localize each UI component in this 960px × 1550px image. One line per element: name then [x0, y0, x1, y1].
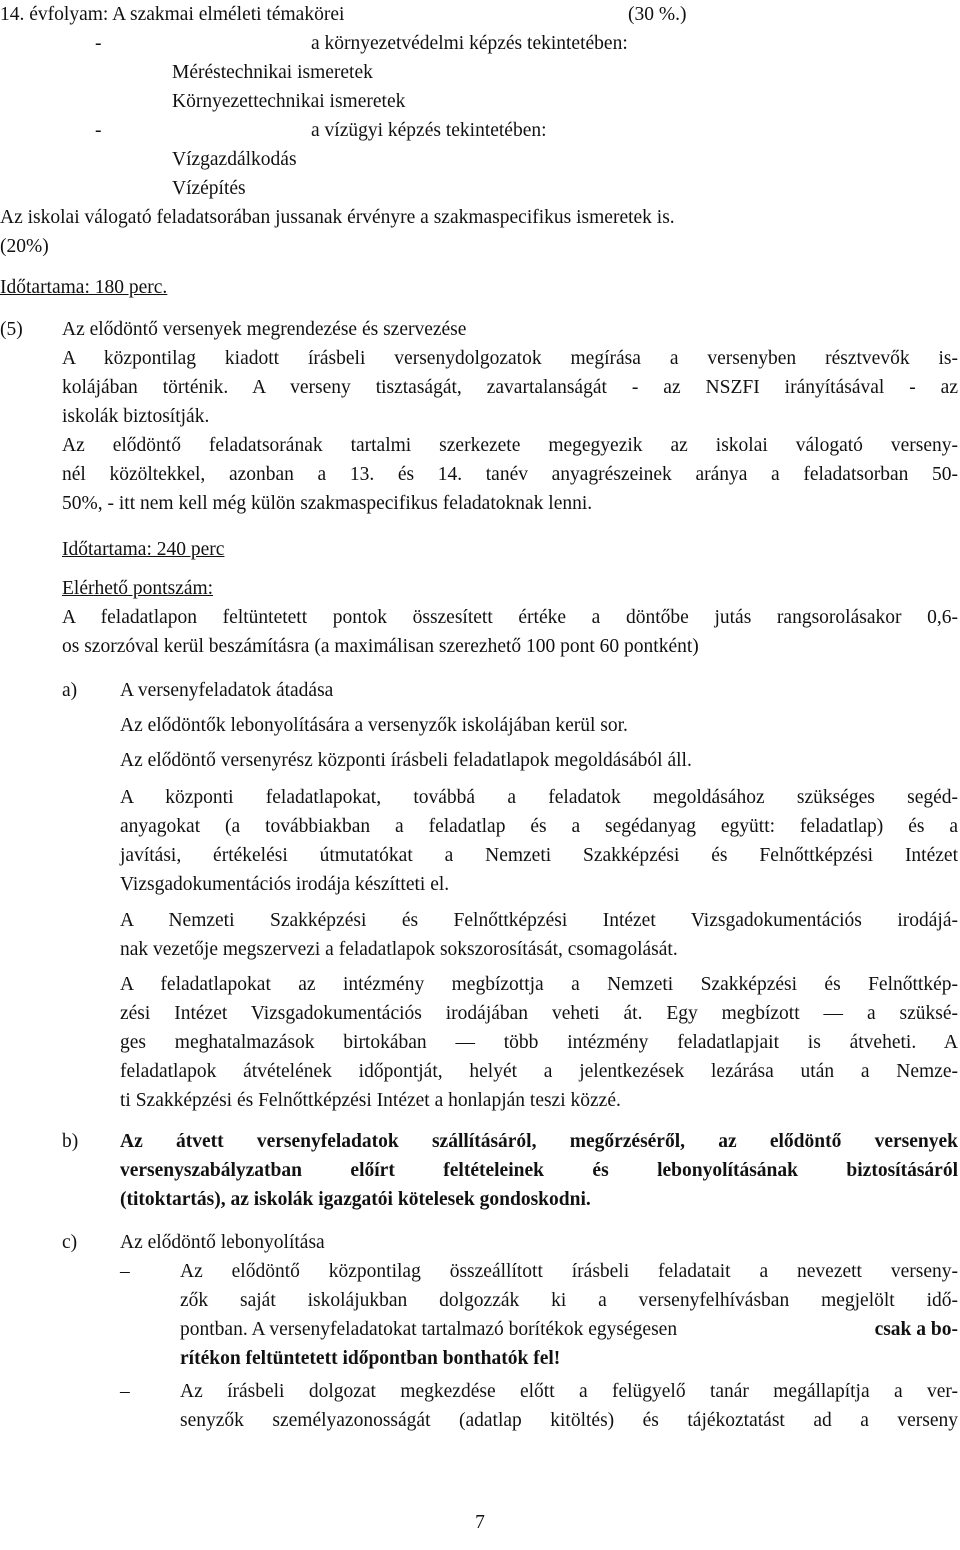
bold-line: versenyszabályzatban előírt feltételeinek és lebonyolításának biztosításáról	[120, 1160, 958, 1181]
paragraph-line: javítási, értékelési útmutatókat a Nemzeti Szakképzési és Felnőttképzési Intézet	[120, 845, 958, 866]
list-item: a környezetvédelmi képzés tekintetében:	[311, 33, 628, 54]
paragraph-line: A feladatlapon feltüntetett pontok összesített értéke a döntőbe jutás rangsorolásakor 0,6-	[62, 607, 958, 628]
paragraph-line: A központilag kiadott írásbeli versenydolgozatok megírása a versenyben résztvevők is-	[62, 348, 958, 369]
bullet-line: Az elődöntő központilag összeállított írásbeli feladatait a nevezett verseny-	[180, 1261, 958, 1282]
item-title: Az elődöntő lebonyolítása	[120, 1232, 325, 1253]
header-title: 14. évfolyam: A szakmai elméleti témakörei	[0, 4, 345, 25]
item-label: a)	[62, 680, 78, 701]
paragraph-line: feladatlapok átvételének időpontját, helyét a jelentkezések lezárása után a Nemze-	[120, 1061, 958, 1082]
paragraph-line: kolájában történik. A verseny tisztaságát, zavartalanságát - az NSZFI irányításával - az	[62, 377, 958, 398]
list-item: Környezettechnikai ismeretek	[172, 91, 406, 112]
page-number: 7	[475, 1512, 485, 1533]
list-item: Méréstechnikai ismeretek	[172, 62, 373, 83]
bullet-bold-line: rítékon feltüntetett időpontban bonthatók fel!	[180, 1348, 561, 1369]
bullet-text: pontban. A versenyfeladatokat tartalmazó borítékok egységesen	[180, 1319, 678, 1340]
list-dash: -	[95, 120, 102, 141]
paragraph-line: Vizsgadokumentációs irodája készítteti el.	[120, 874, 450, 895]
paragraph-line: zési Intézet Vizsgadokumentációs irodájában veheti át. Egy megbízott — a szüksé-	[120, 1003, 958, 1024]
list-item: Vízépítés	[172, 178, 246, 199]
section-title: Az elődöntő versenyek megrendezése és szervezése	[62, 319, 467, 340]
list-item: Vízgazdálkodás	[172, 149, 297, 170]
paragraph-line: nél közöltekkel, azonban a 13. és 14. tanév anyagrészeinek aránya a feladatsorban 50-	[62, 464, 958, 485]
bold-line: Az átvett versenyfeladatok szállításáról, megőrzéséről, az elődöntő versenyek	[120, 1131, 958, 1152]
section-number: (5)	[0, 319, 23, 340]
bullet-dash: –	[120, 1261, 130, 1282]
bold-line: (titoktartás), az iskolák igazgatói kötelesek gondoskodni.	[120, 1189, 591, 1210]
paragraph-line: Az elődöntők lebonyolítására a versenyzők iskolájában kerül sor.	[120, 715, 628, 736]
paragraph-line: ti Szakképzési és Felnőttképzési Intézet a honlapján teszi közzé.	[120, 1090, 621, 1111]
item-label: c)	[62, 1232, 78, 1253]
bullet-dash: –	[120, 1381, 130, 1402]
bullet-line: Az írásbeli dolgozat megkezdése előtt a felügyelő tanár megállapítja a ver-	[180, 1381, 958, 1402]
paragraph-line: nak vezetője megszervezi a feladatlapok sokszorosítását, csomagolását.	[120, 939, 678, 960]
bullet-bold-text: csak a bo-	[874, 1319, 958, 1340]
points-heading: Elérhető pontszám:	[62, 578, 214, 599]
paragraph-line: ges meghatalmazások birtokában — több intézmény feladatlapjait is átveheti. A	[120, 1032, 958, 1053]
paragraph-line: 50%, - itt nem kell még külön szakmaspecifikus feladatoknak lenni.	[62, 493, 593, 514]
duration-180: Időtartama: 180 perc.	[0, 277, 168, 298]
paragraph-line: Az elődöntő feladatsorának tartalmi szerkezete megegyezik az iskolai válogató verseny-	[62, 435, 958, 456]
list-dash: -	[95, 33, 102, 54]
paragraph-line: iskolák biztosítják.	[62, 406, 210, 427]
duration-240: Időtartama: 240 perc	[62, 539, 225, 560]
paragraph-line: os szorzóval kerül beszámításra (a maximálisan szerezhető 100 pont 60 pontként)	[62, 636, 699, 657]
list-item: a vízügyi képzés tekintetében:	[311, 120, 547, 141]
item-label: b)	[62, 1131, 79, 1152]
item-title: A versenyfeladatok átadása	[120, 680, 334, 701]
paragraph-line: A feladatlapokat az intézmény megbízottja a Nemzeti Szakképzési és Felnőttkép-	[120, 974, 958, 995]
paragraph-line: anyagokat (a továbbiakban a feladatlap és a segédanyag együtt: feladatlap) és a	[120, 816, 958, 837]
bullet-line: zők saját iskolájukban dolgozzák ki a versenyfelhívásban megjelölt idő-	[180, 1290, 958, 1311]
selection-percent: (20%)	[0, 236, 49, 257]
bullet-line-mixed	[180, 1315, 958, 1344]
header-percent: (30 %.)	[628, 4, 687, 25]
paragraph-line: A Nemzeti Szakképzési és Felnőttképzési Intézet Vizsgadokumentációs irodájá-	[120, 910, 958, 931]
bullet-line: senyzők személyazonosságát (adatlap kitöltés) és tájékoztatást ad a verseny	[180, 1410, 958, 1431]
paragraph-line: A központi feladatlapokat, továbbá a feladatok megoldásához szükséges segéd-	[120, 787, 958, 808]
selection-note: Az iskolai válogató feladatsorában jussanak érvényre a szakmaspecifikus ismeretek is.	[0, 207, 675, 228]
page-header	[0, 0, 344, 29]
paragraph-line: Az elődöntő versenyrész központi írásbeli feladatlapok megoldásából áll.	[120, 750, 692, 771]
